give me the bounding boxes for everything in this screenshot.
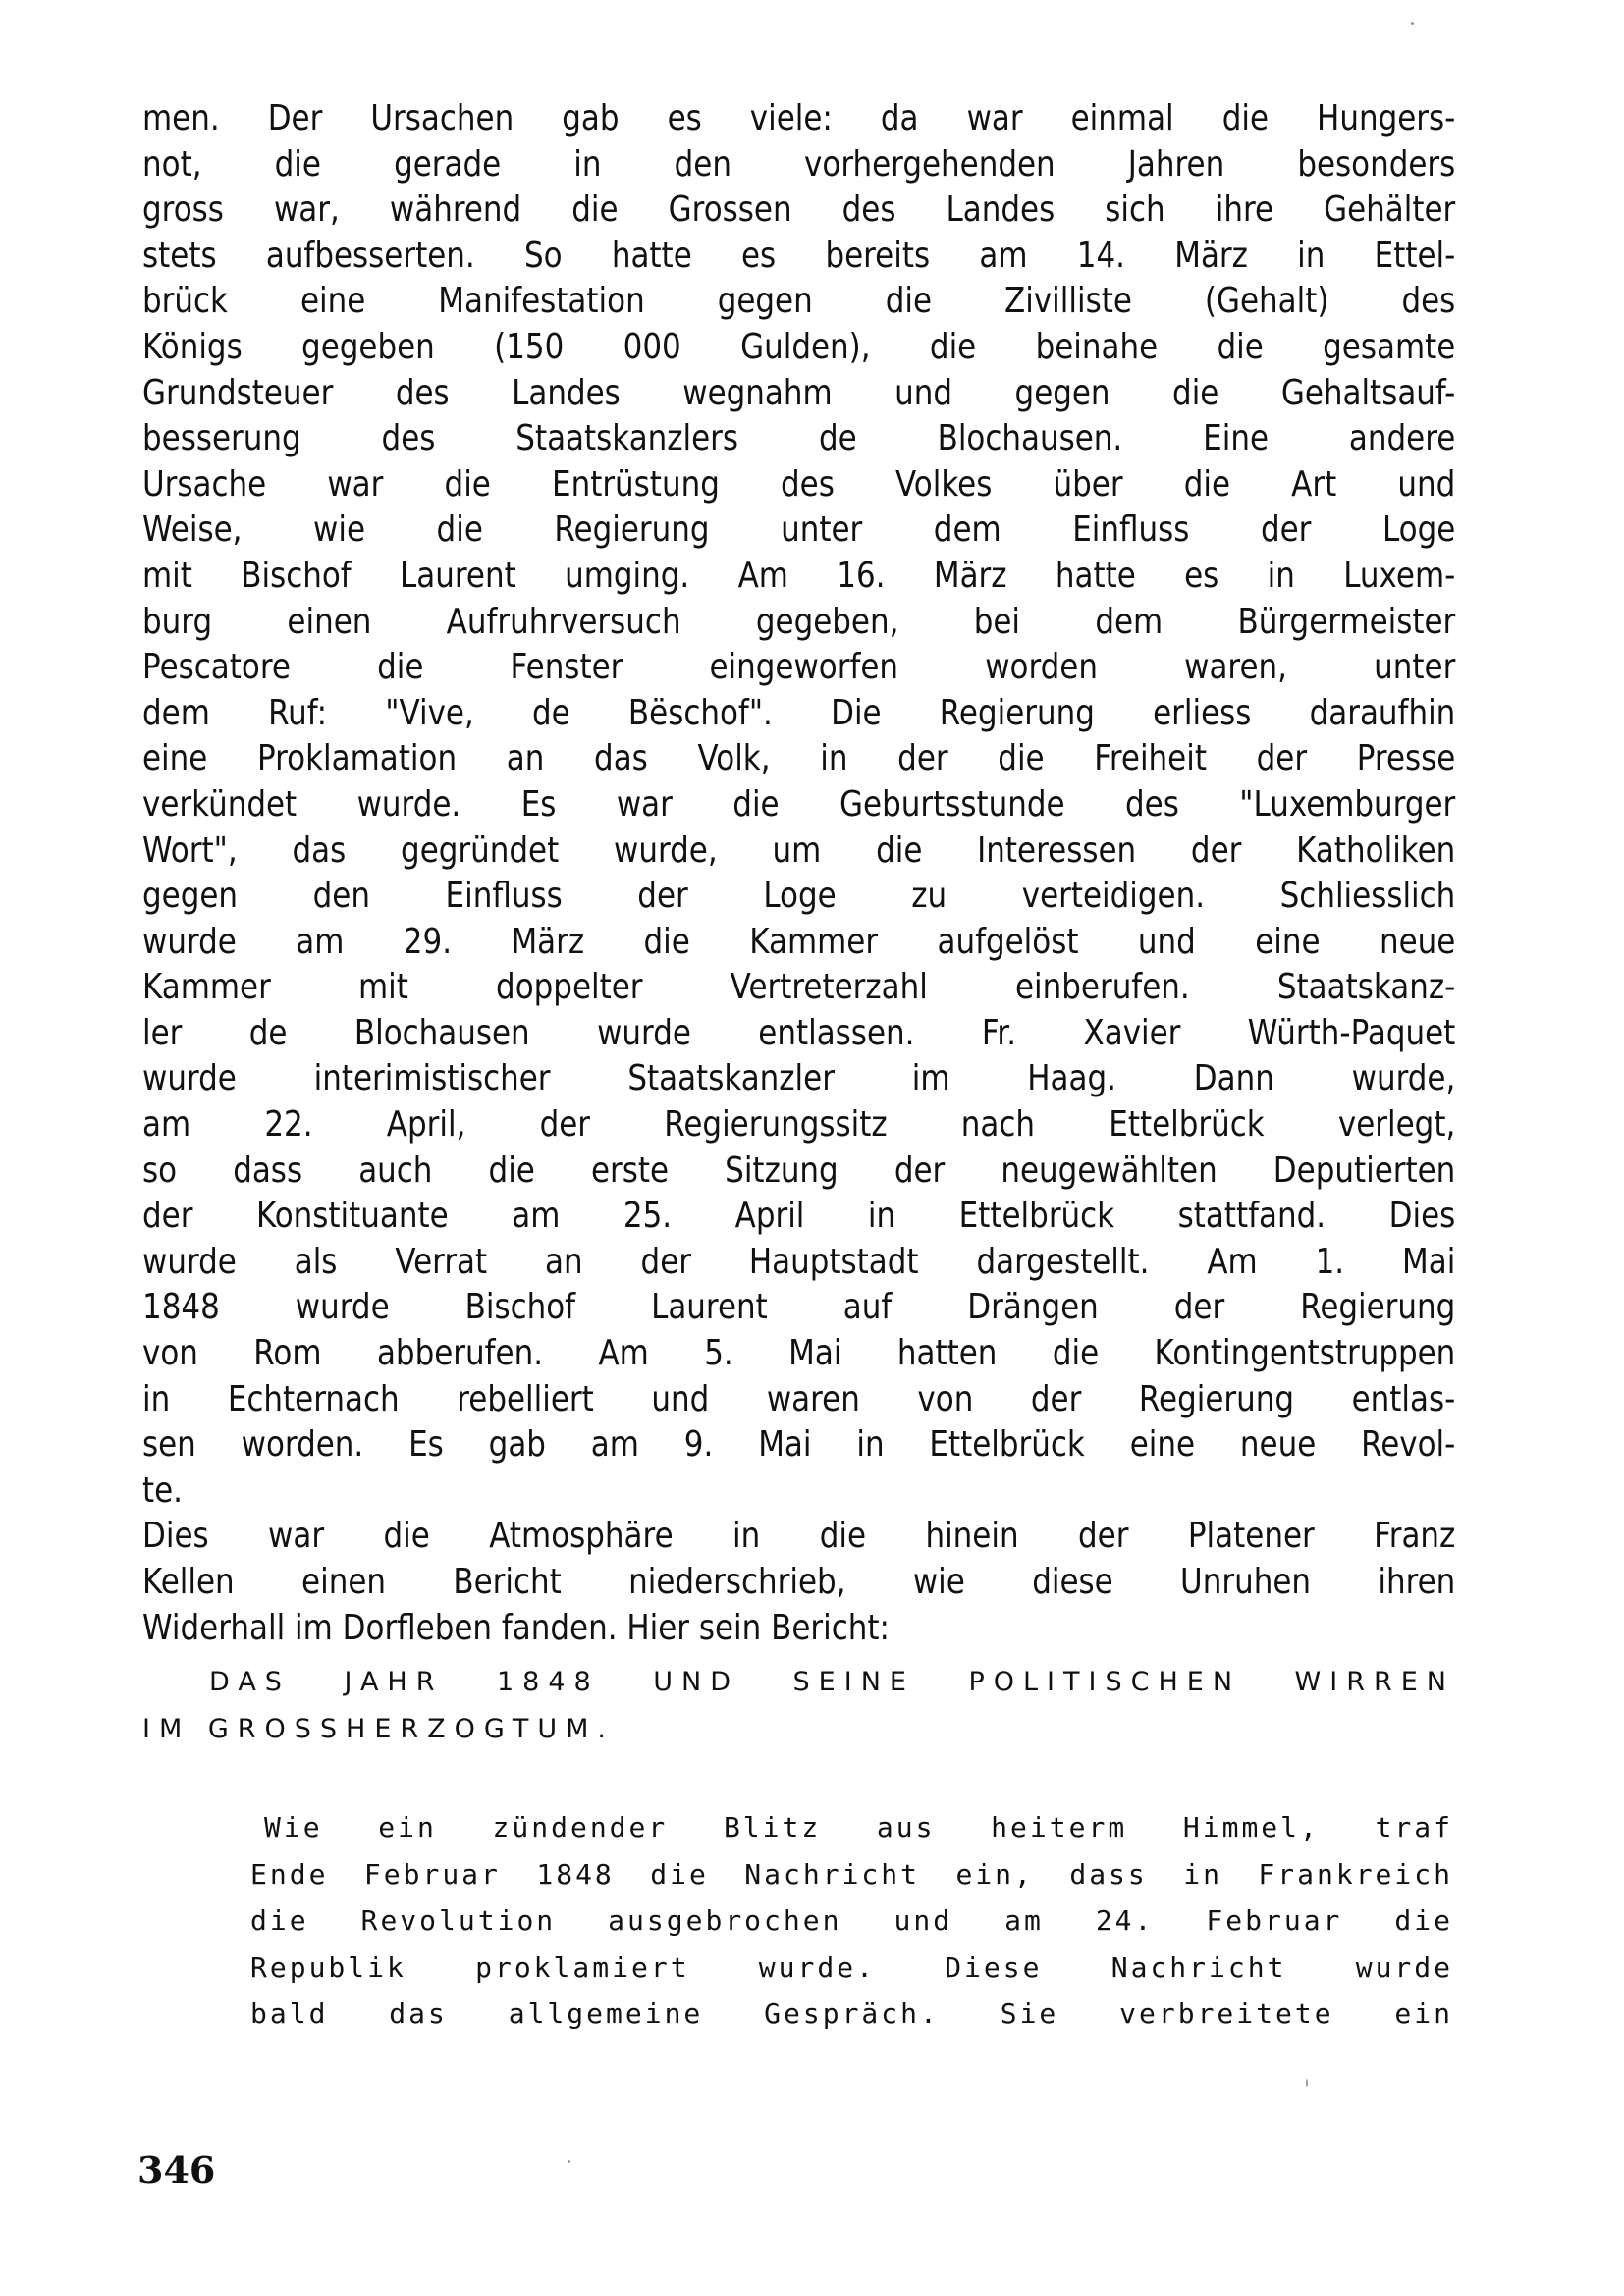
text-line: in Echternach rebelliert und waren von der Regierung entlas- [142, 1378, 1456, 1419]
scan-speck [1411, 22, 1414, 25]
text-line: wurde am 29. März die Kammer aufgelöst und eine neue [142, 921, 1456, 962]
text-line: 1848 wurde Bischof Laurent auf Drängen der Regierung [142, 1287, 1456, 1328]
text-line: ler de Blochausen wurde entlassen. Fr. Xavier Würth-Paquet [142, 1012, 1456, 1053]
text-line: wurde als Verrat an der Hauptstadt dargestellt. Am 1. Mai [142, 1241, 1456, 1282]
text-line: Kellen einen Bericht niederschrieb, wie diese Unruhen ihren [142, 1562, 1456, 1602]
text-line: stets aufbesserten. So hatte es bereits am 14. März in Ettel- [142, 235, 1456, 276]
text-line: Kammer mit doppelter Vertreterzahl einberufen. Staatskanz- [142, 967, 1456, 1008]
text-line: Widerhall im Dorfleben fanden. Hier sein Bericht: [142, 1607, 890, 1648]
text-line: men. Der Ursachen gab es viele: da war einmal die Hungers- [142, 98, 1456, 138]
report-line: Wie ein zündender Blitz aus heiterm Himmel, traf [264, 1811, 1453, 1843]
text-line: verkündet wurde. Es war die Geburtsstunde des "Luxemburger [142, 783, 1456, 825]
text-line: Ursache war die Entrüstung des Volkes über die Art und [142, 463, 1456, 505]
report-text [250, 1804, 1453, 2038]
text-line: eine Proklamation an das Volk, in der die Freiheit der Presse [142, 738, 1456, 779]
text-line: Königs gegeben (150 000 Gulden), die beinahe die gesamte [142, 326, 1456, 367]
scan-speck [1306, 2079, 1308, 2087]
text-line: te. [142, 1469, 184, 1511]
text-line: dem Ruf: "Vive, de Bëschof". Die Regierung erliess daraufhin [142, 692, 1456, 733]
text-line: besserung des Staatskanzlers de Blochausen. Eine andere [142, 418, 1456, 459]
report-line: die Revolution ausgebrochen und am 24. Februar die [250, 1904, 1453, 1937]
text-line: Wort", das gegründet wurde, um die Interessen der Katholiken [142, 829, 1456, 871]
text-line: Pescatore die Fenster eingeworfen worden waren, unter [142, 647, 1456, 688]
report-line: bald das allgemeine Gespräch. Sie verbreitete ein [250, 1998, 1453, 2030]
body-text [142, 96, 1456, 1651]
text-line: Grundsteuer des Landes wegnahm und gegen die Gehaltsauf- [142, 372, 1456, 413]
text-line: so dass auch die erste Sitzung der neugewählten Deputierten [142, 1149, 1456, 1191]
heading-line: IM GROSSHERZOGTUM. [142, 1714, 616, 1744]
text-line: am 22. April, der Regierungssitz nach Ettelbrück verlegt, [142, 1104, 1456, 1146]
text-line: wurde interimistischer Staatskanzler im Haag. Dann wurde, [142, 1058, 1456, 1099]
text-line: not, die gerade in den vorhergehenden Jahren besonders [142, 143, 1456, 185]
text-line: brück eine Manifestation gegen die Zivilliste (Gehalt) des [142, 281, 1456, 322]
text-line: burg einen Aufruhrversuch gegeben, bei dem Bürgermeister [142, 601, 1456, 642]
heading-line: DAS JAHR 1848 UND SEINE POLITISCHEN WIRREN [209, 1667, 1455, 1697]
text-line: sen worden. Es gab am 9. Mai in Ettelbrück eine neue Revol- [142, 1424, 1456, 1466]
scan-speck [568, 2160, 570, 2163]
text-line: gegen den Einfluss der Loge zu verteidigen. Schliesslich [142, 876, 1456, 917]
report-line: Ende Februar 1848 die Nachricht ein, dass in Frankreich [250, 1857, 1453, 1891]
text-line: Weise, wie die Regierung unter dem Einfluss der Loge [142, 509, 1456, 551]
report-line: Republik proklamiert wurde. Diese Nachricht wurde [250, 1950, 1453, 1984]
section-heading [142, 1659, 1455, 1753]
text-line: der Konstituante am 25. April in Ettelbrück stattfand. Dies [142, 1196, 1456, 1237]
page-number: 346 [137, 2148, 216, 2192]
text-line: gross war, während die Grossen des Landes sich ihre Gehälter [142, 189, 1456, 231]
text-line: Dies war die Atmosphäre in die hinein der Platener Franz [142, 1516, 1456, 1557]
text-line: mit Bischof Laurent umging. Am 16. März hatte es in Luxem- [142, 555, 1456, 596]
text-line: von Rom abberufen. Am 5. Mai hatten die Kontingentstruppen [142, 1333, 1456, 1374]
